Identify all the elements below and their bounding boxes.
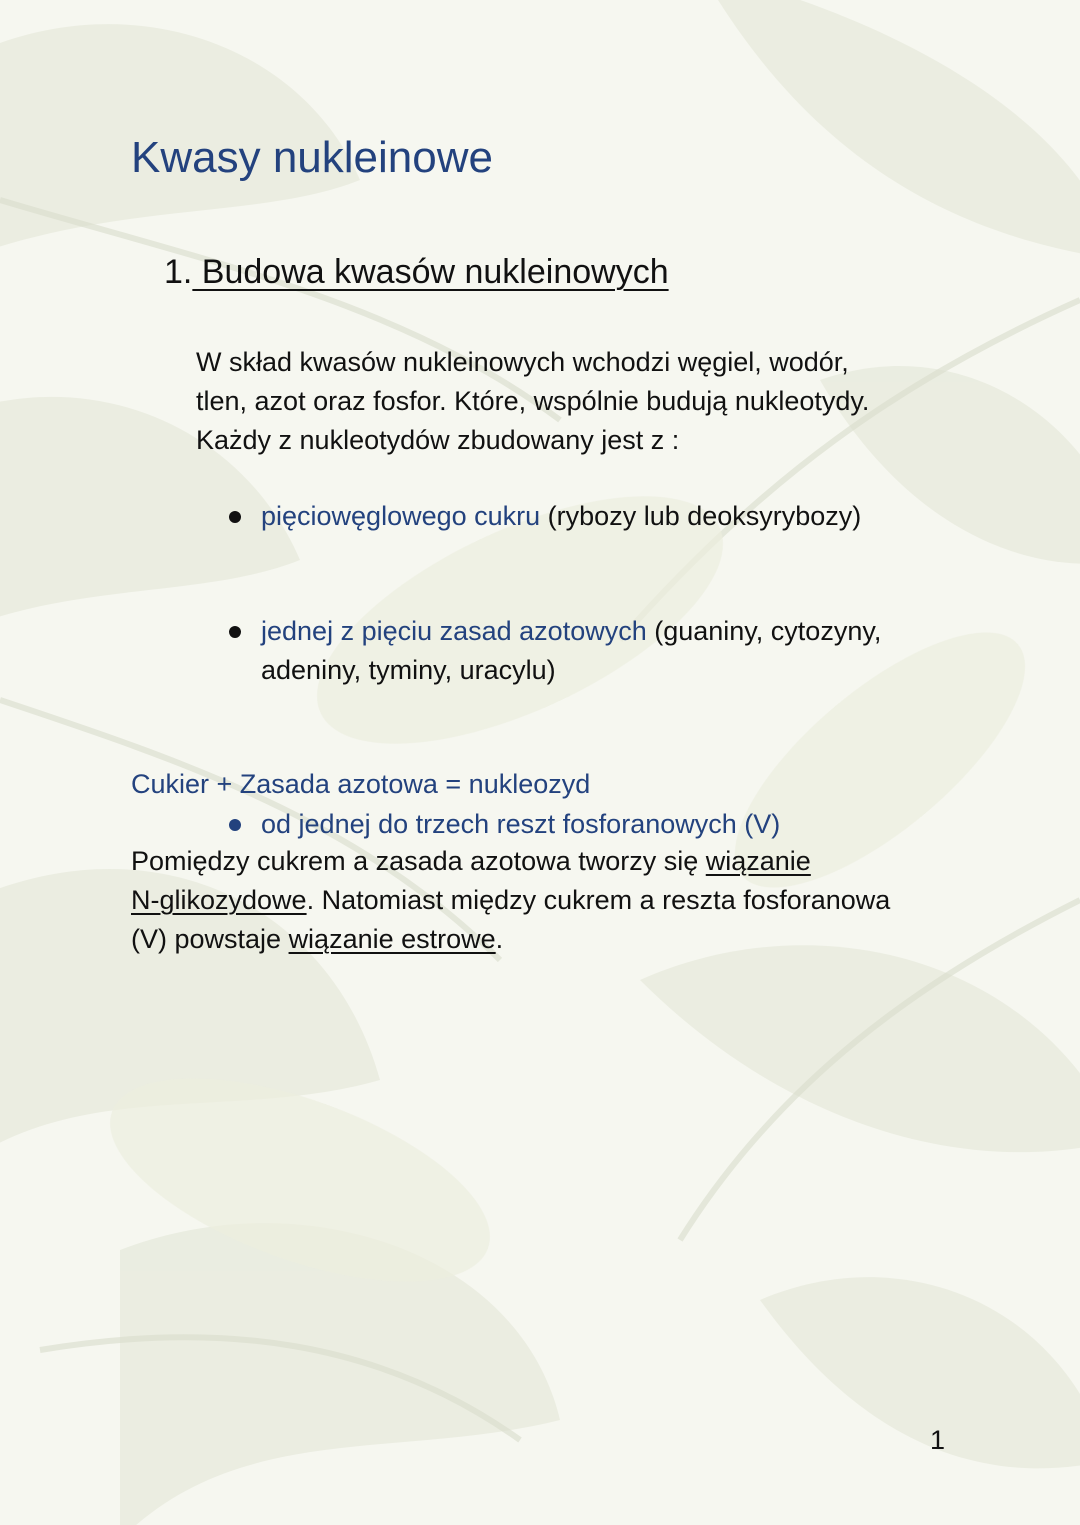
bonds-text-2: . Natomiast między cukrem a reszta fosforanowa xyxy=(306,885,891,915)
bonds-text-1: Pomiędzy cukrem a zasada azotowa tworzy się xyxy=(131,846,706,876)
bonds-text-4: . xyxy=(495,924,504,954)
list-item xyxy=(225,612,945,690)
list-item-highlight: od jednej do trzech reszt fosforanowych (V) xyxy=(261,809,781,839)
bullet-icon xyxy=(229,626,241,638)
intro-line-3: Każdy z nukleotydów zbudowany jest z : xyxy=(196,425,680,455)
list-item xyxy=(225,805,945,844)
intro-line-2: tlen, azot oraz fosfor. Które, wspólnie budują nukleotydy. xyxy=(196,386,870,416)
list-item xyxy=(225,497,945,536)
bullet-icon xyxy=(229,511,241,523)
list-item-highlight: pięciowęglowego cukru xyxy=(261,501,541,531)
page-title: Kwasy nukleinowe xyxy=(131,133,493,182)
intro-paragraph xyxy=(196,343,956,460)
nucleoside-formula: Cukier + Zasada azotowa = nukleozyd xyxy=(131,769,591,799)
list-item-detail: (guaniny, cytozyny, xyxy=(646,616,882,646)
ester-bond-term: wiązanie estrowe xyxy=(288,924,496,954)
list-item-detail-continued: adeniny, tyminy, uracylu) xyxy=(261,655,556,685)
section-heading-text: Budowa kwasów nukleinowych xyxy=(192,253,669,291)
n-glycosidic-bond-term-continued: N-glikozydowe xyxy=(131,885,307,915)
section-number: 1. xyxy=(164,253,193,291)
list-item-highlight: jednej z pięciu zasad azotowych xyxy=(261,616,647,646)
list-item-detail: (rybozy lub deoksyrybozy) xyxy=(540,501,862,531)
section-heading xyxy=(164,250,669,294)
bonds-paragraph xyxy=(131,842,961,959)
bonds-text-3: (V) powstaje xyxy=(131,924,289,954)
page-number: 1 xyxy=(930,1425,946,1455)
bullet-icon xyxy=(229,819,241,831)
intro-line-1: W skład kwasów nukleinowych wchodzi węgiel, wodór, xyxy=(196,347,849,377)
n-glycosidic-bond-term: wiązanie xyxy=(705,846,811,876)
